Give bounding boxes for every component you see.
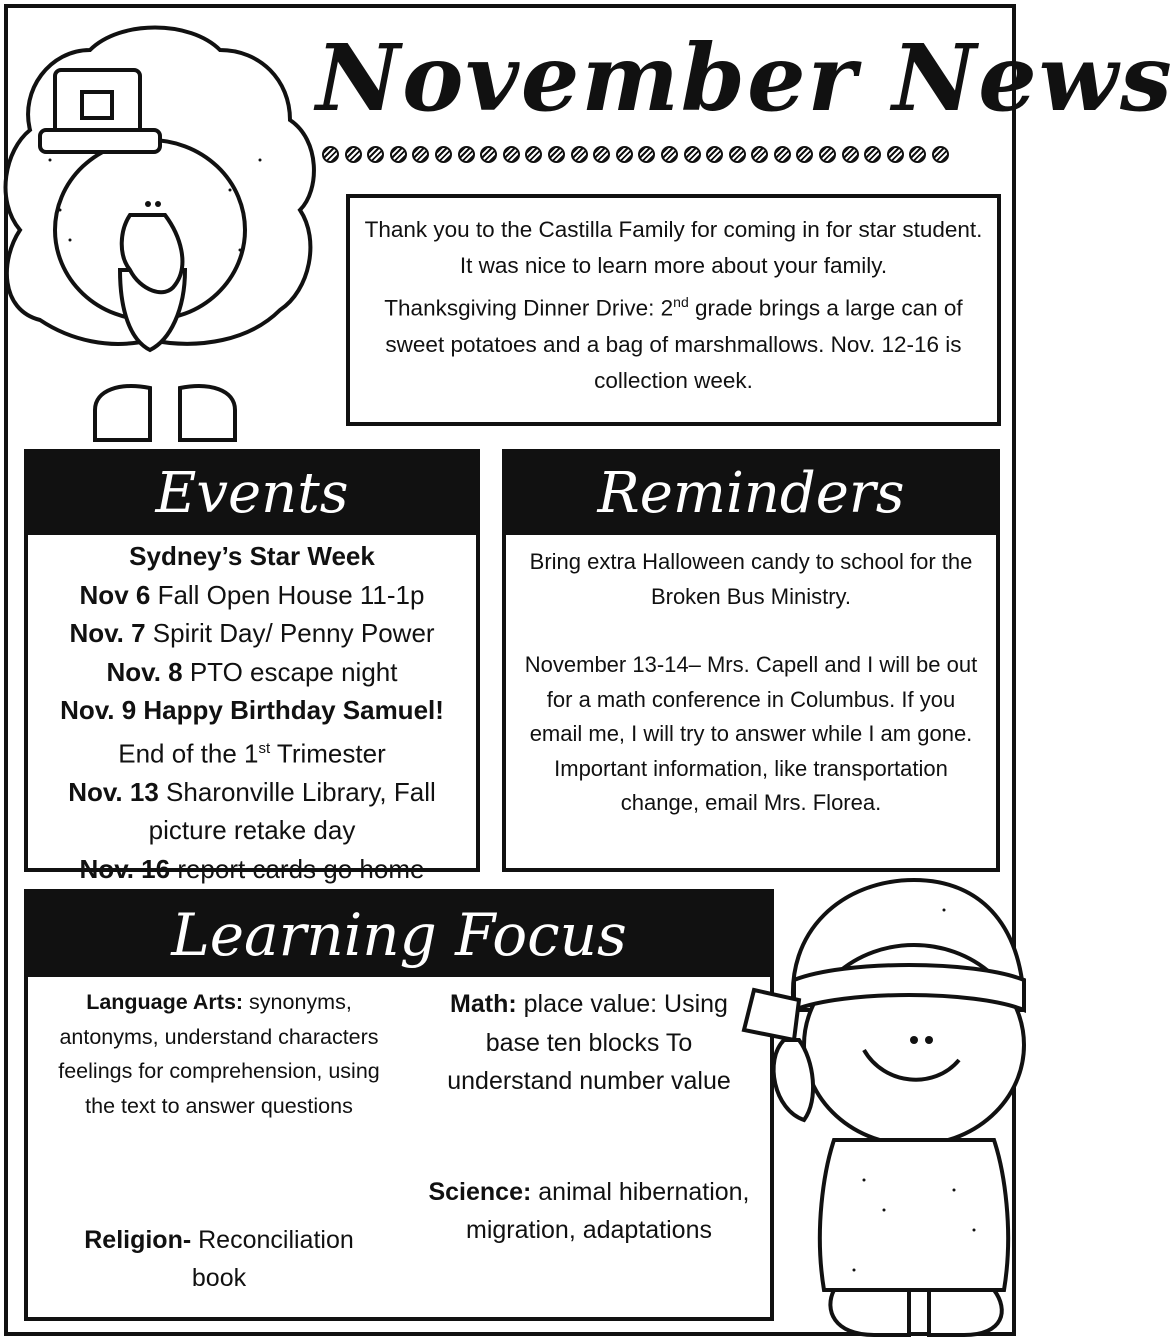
event-item: Nov. 7 Spirit Day/ Penny Power [69, 618, 435, 648]
star-student-note: Thank you to the Castilla Family for coming in for star student. It was nice to learn more about your family. [364, 217, 983, 278]
reminders-panel [502, 449, 1000, 872]
event-star-week: Sydney’s Star Week [129, 541, 375, 571]
girl-illustration [724, 870, 1024, 1340]
math-section: Math: place value: Using base ten blocks To understand number value [447, 990, 731, 1095]
event-item-continued: picture retake day [148, 815, 356, 846]
event-item: Nov. 8 PTO escape night [106, 656, 398, 687]
event-trimester: End of the 1st Trimester [118, 738, 386, 769]
dinner-drive-note: Thanksgiving Dinner Drive: 2nd grade brings a large can of sweet potatoes and a bag of marshmallows. Nov. 12-16 is collection week. [384, 294, 963, 393]
language-arts-section: Language Arts: synonyms, antonyms, understand characters feelings for comprehension, using the text to answer questions [58, 990, 380, 1118]
events-heading: Events [28, 453, 476, 535]
reminders-body [520, 545, 982, 855]
event-item: Nov 6 Fall Open House 11-1p [79, 579, 425, 610]
event-item: Nov. 9 Happy Birthday Samuel! [60, 695, 444, 725]
reminders-heading: Reminders [506, 453, 996, 535]
science-section: Science: animal hibernation, migration, adaptations [428, 1178, 750, 1244]
page-title: November News [316, 24, 1174, 132]
title-divider [322, 146, 1002, 168]
event-item: Nov. 16 report cards go home [79, 853, 425, 884]
learning-focus-panel [24, 889, 774, 1321]
religion-section: Religion- Reconciliation book [84, 1226, 354, 1292]
intro-box [346, 194, 1001, 426]
learning-focus-heading: Learning Focus [28, 893, 770, 977]
turkey-illustration [0, 10, 330, 450]
events-panel [24, 449, 480, 884]
events-list [28, 537, 476, 888]
reminder-item: Bring extra Halloween candy to school for the Broken Bus Ministry. [529, 549, 973, 609]
event-item: Nov. 13 Sharonville Library, Fall [68, 776, 436, 807]
reminder-item: November 13-14– Mrs. Capell and I will be out for a math conference in Columbus. If you email me, I will try to answer while I am gone. Important information, like transportation change, email Mrs. Florea. [524, 652, 978, 815]
